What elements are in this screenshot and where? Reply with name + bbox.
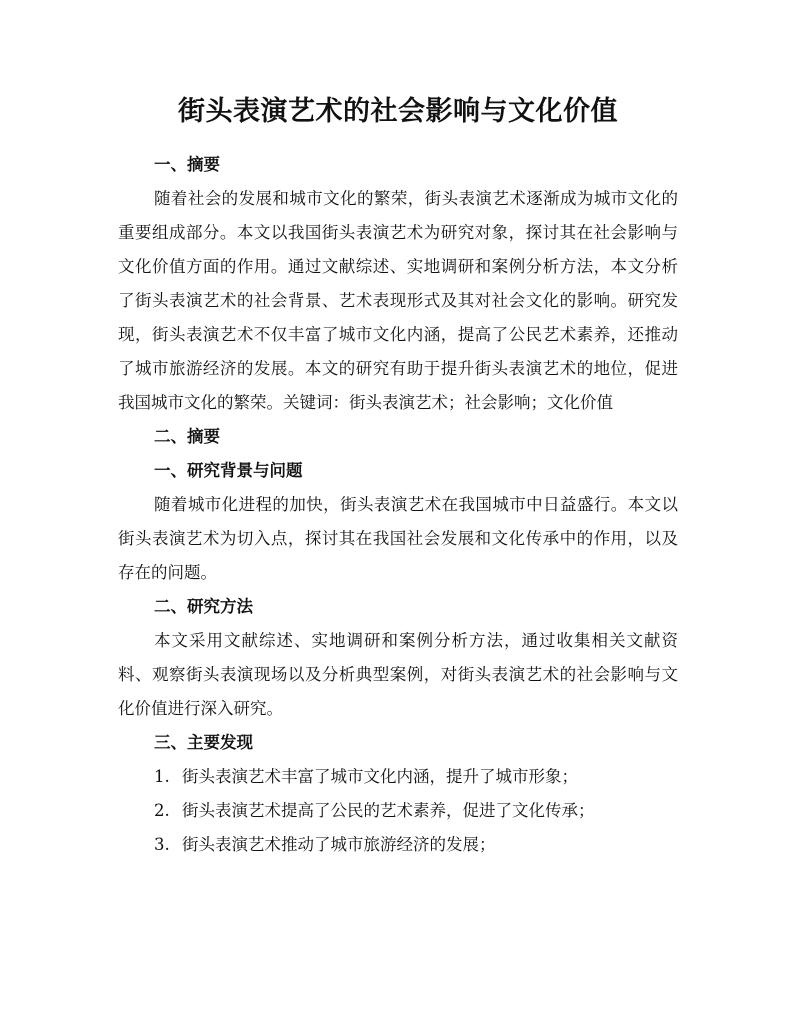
methods-paragraph: 本文采用文献综述、实地调研和案例分析方法，通过收集相关文献资料、观察街头表演现场以及分析典型案例，对街头表演艺术的社会影响与文化价值进行深入研究。 <box>118 631 678 718</box>
subsection-heading-background: 一、研究背景与问题 <box>154 461 303 480</box>
section-heading-second: 二、摘要 <box>154 427 220 446</box>
finding-item <box>118 794 678 828</box>
background-paragraph: 随着城市化进程的加快，街头表演艺术在我国城市中日益盛行。本文以街头表演艺术为切入点，探讨其在我国社会发展和文化传承中的作用，以及存在的问题。 <box>118 495 678 582</box>
finding-text: 街头表演艺术推动了城市旅游经济的发展； <box>182 835 496 854</box>
subsection-heading-methods: 二、研究方法 <box>154 597 253 616</box>
finding-text: 街头表演艺术提高了公民的艺术素养，促进了文化传承； <box>182 801 595 820</box>
abstract-paragraph: 随着社会的发展和城市文化的繁荣，街头表演艺术逐渐成为城市文化的重要组成部分。本文以我国街头表演艺术为研究对象，探讨其在社会影响与文化价值方面的作用。通过文献综述、实地调研和案例分析方法，本文分析了街头表演艺术的社会背景、艺术表现形式及其对社会文化的影响。研究发现，街头表演艺术不仅丰富了城市文化内涵，提高了公民艺术素养，还推动了城市旅游经济的发展。本文的研究有助于提升街头表演艺术的地位，促进我国城市文化的繁荣。关键词：街头表演艺术；社会影响；文化价值 <box>118 189 678 412</box>
document-title: 街头表演艺术的社会影响与文化价值 <box>178 96 618 127</box>
subsection-heading-findings: 三、主要发现 <box>154 733 253 752</box>
finding-number: 3. <box>154 835 170 854</box>
finding-number: 2. <box>154 801 170 820</box>
section-heading-abstract: 一、摘要 <box>154 155 220 174</box>
finding-number: 1. <box>154 767 170 786</box>
finding-item <box>118 828 678 862</box>
finding-text: 街头表演艺术丰富了城市文化内涵，提升了城市形象； <box>182 767 578 786</box>
finding-item <box>118 760 678 794</box>
